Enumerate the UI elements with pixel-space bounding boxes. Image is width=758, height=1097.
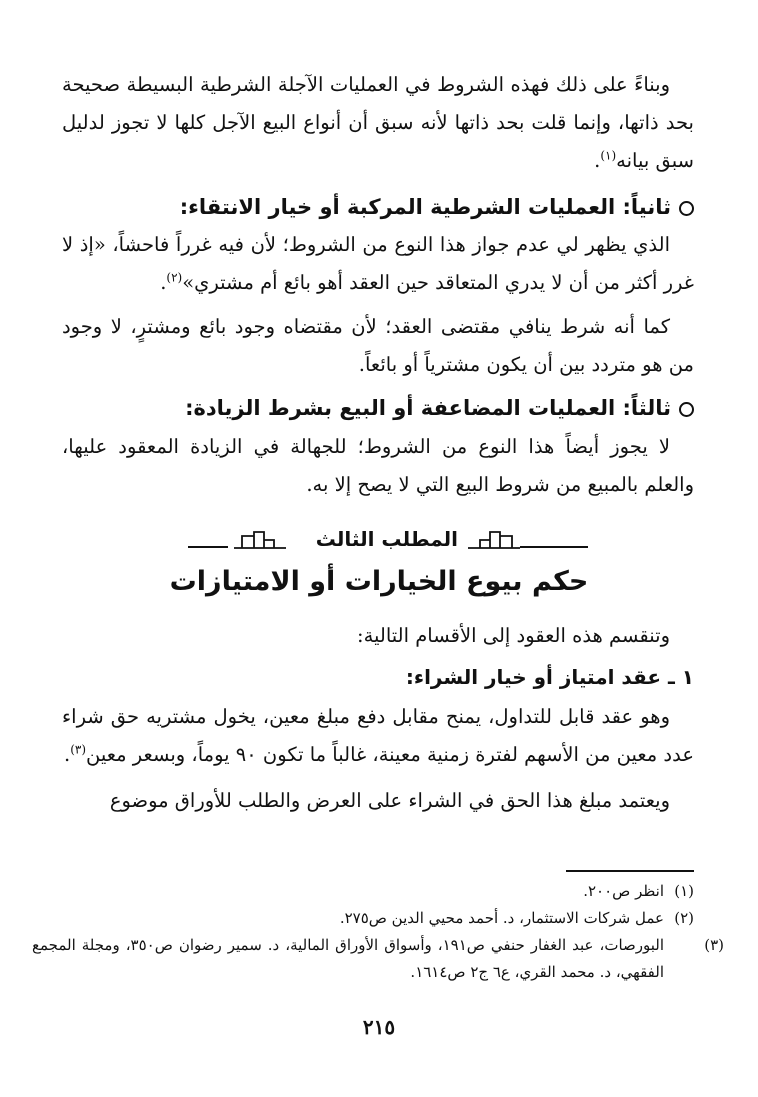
footnote-text: البورصات، عبد الغفار حنفي ص١٩١، وأسواق الأوراق المالية، د. سمير رضوان ص٣٥٠، ومجلة المجمع الفقهي، د. محمد القري، ع٦ ج٢ ص١٦١٤.	[32, 936, 665, 981]
section-2-paragraph-1	[62, 226, 694, 302]
banner-right-line	[188, 546, 228, 548]
item-1-paragraph-2: ويعتمد مبلغ هذا الحق في الشراء على العرض والطلب للأوراق موضوع	[109, 789, 670, 812]
footnote-number: (٢)	[674, 909, 694, 927]
circle-bullet-icon	[679, 402, 694, 417]
main-title: حكم بيوع الخيارات أو الامتيازات	[169, 566, 589, 597]
item-1-heading: ١ ـ عقد امتياز أو خيار الشراء:	[405, 665, 694, 689]
footnote-ref-2[interactable]: (٢)	[166, 270, 183, 285]
footnote-text: انظر ص٢٠٠.	[583, 882, 664, 900]
page-number: ٢١٥	[362, 1015, 396, 1039]
section-3-heading	[62, 391, 694, 425]
division-line	[62, 617, 694, 655]
section-3-paragraph-1: لا يجوز أيضاً هذا النوع من الشروط؛ للجهالة في الزيادة المعقود عليها، والعلم بالمبيع من شروط البيع التي لا يصح إلا به.	[62, 435, 694, 496]
section-2-heading	[62, 190, 694, 224]
footnote-number: (٣)	[704, 936, 725, 954]
footnote-3	[32, 932, 725, 986]
intro-paragraph	[62, 66, 694, 180]
steps-ornament-icon	[234, 530, 286, 550]
footnote-ref-1[interactable]: (١)	[600, 148, 617, 163]
section-2-paragraph-2: كما أنه شرط ينافي مقتضى العقد؛ لأن مقتضاه وجود بائع ومشترٍ، لا وجود من هو متردد بين أن يكون مشترياً أو بائعاً.	[62, 315, 694, 376]
item-1-p1-end: .	[63, 743, 71, 766]
section-2-p1-text: الذي يظهر لي عدم جواز هذا النوع من الشروط؛ لأن فيه غرراً فاحشاً، «إذ لا غرر أكثر من أن لا يدري المتعاقد حين العقد أهو بائع أم مشتري»	[62, 233, 694, 294]
section-3-heading-text: ثالثاً: العمليات المضاعفة أو البيع بشرط الزيادة:	[185, 396, 671, 420]
section-2	[62, 190, 694, 384]
intro-text: وبناءً على ذلك فهذه الشروط في العمليات الآجلة الشرطية البسيطة صحيحة بحد ذاتها، وإنما قلت بحد ذاتها لأنه سبق أن أنواع البيع الآجل كلها لا تجوز لدليل سبق بيانه	[62, 73, 694, 172]
item-1-paragraph-1	[62, 698, 694, 774]
footnote-1	[62, 878, 694, 905]
section-2-p1-end: .	[160, 271, 167, 294]
footnote-number: (١)	[674, 882, 694, 900]
footnote-ref-3[interactable]: (٣)	[70, 742, 87, 757]
item-1-p1-text: وهو عقد قابل للتداول، يمنح مقابل دفع مبلغ معين، يخول مشتريه حق شراء عدد معين من الأسهم لفترة زمنية معينة، غالباً ما تكون ٩٠ يوماً، وبسعر معين	[62, 705, 694, 766]
footnote-2	[62, 905, 694, 932]
footnote-text: عمل شركات الاستثمار، د. أحمد محيي الدين ص٢٧٥.	[339, 909, 664, 927]
circle-bullet-icon	[679, 201, 694, 216]
section-2-heading-text: ثانياً: العمليات الشرطية المركبة أو خيار الانتقاء:	[179, 195, 671, 219]
intro-end: .	[594, 149, 601, 172]
item-1	[62, 660, 694, 820]
banner-left-line	[520, 546, 588, 548]
division-text: وتنقسم هذه العقود إلى الأقسام التالية:	[357, 624, 670, 647]
section-banner	[0, 525, 758, 555]
footnote-separator	[566, 870, 694, 872]
section-3	[62, 391, 694, 504]
steps-ornament-icon	[468, 530, 520, 550]
banner-title: المطلب الثالث	[315, 527, 458, 551]
